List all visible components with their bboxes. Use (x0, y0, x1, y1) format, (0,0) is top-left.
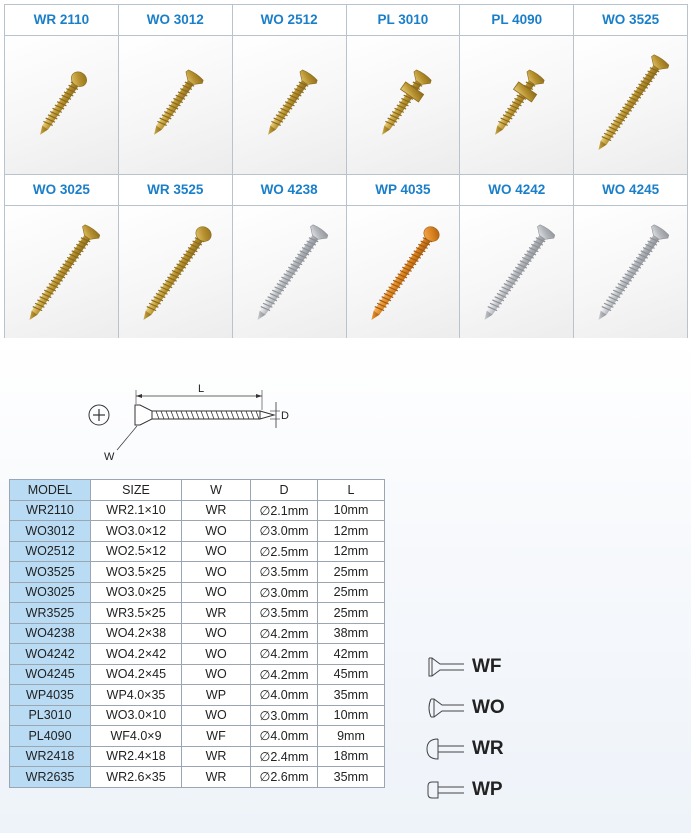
legend-label-wr: WR (472, 737, 504, 759)
cell-d: ∅3.0mm (251, 582, 318, 603)
screw-image (119, 36, 232, 174)
header-d: D (251, 480, 318, 501)
cell-size: WP4.0×35 (91, 685, 182, 706)
head-label: W (104, 451, 115, 463)
product-cell (347, 4, 461, 174)
cell-model: WO3025 (10, 582, 91, 603)
screw-image (119, 206, 232, 344)
table-row (10, 521, 385, 542)
cell-size: WO4.2×42 (91, 644, 182, 665)
cell-w: WO (182, 582, 251, 603)
screw-image (347, 36, 460, 174)
table-row (10, 685, 385, 706)
phillips-head-icon (89, 405, 109, 425)
product-grid (4, 4, 688, 344)
product-title: WO 3012 (119, 4, 232, 36)
cell-size: WF4.0×9 (91, 726, 182, 747)
cell-size: WO3.0×25 (91, 582, 182, 603)
cell-size: WO3.5×25 (91, 562, 182, 583)
header-model: MODEL (10, 480, 91, 501)
product-cell (574, 174, 688, 344)
product-cell (233, 4, 347, 174)
product-title: WO 4242 (460, 174, 573, 206)
screw-image (460, 36, 573, 174)
product-title: WO 3025 (5, 174, 118, 206)
table-row (10, 603, 385, 624)
product-cell (5, 4, 119, 174)
product-title: WO 2512 (233, 4, 346, 36)
product-title: WR 3525 (119, 174, 232, 206)
flat-head-icon (426, 654, 466, 680)
cell-l: 10mm (318, 500, 385, 521)
cell-size: WR2.4×18 (91, 746, 182, 767)
cell-l: 25mm (318, 562, 385, 583)
cell-l: 9mm (318, 726, 385, 747)
cell-model: WP4035 (10, 685, 91, 706)
table-row (10, 726, 385, 747)
cell-model: PL3010 (10, 705, 91, 726)
cell-l: 10mm (318, 705, 385, 726)
cell-d: ∅3.5mm (251, 562, 318, 583)
screw-image (233, 206, 346, 344)
header-w: W (182, 480, 251, 501)
table-header-row (10, 480, 385, 501)
cell-model: WO3525 (10, 562, 91, 583)
cell-w: WO (182, 644, 251, 665)
cell-d: ∅2.1mm (251, 500, 318, 521)
cell-d: ∅3.5mm (251, 603, 318, 624)
cell-model: WO4238 (10, 623, 91, 644)
round-head-icon (426, 736, 466, 762)
screw-image (5, 36, 118, 174)
product-title: WP 4035 (347, 174, 460, 206)
table-row (10, 644, 385, 665)
cell-model: WR2418 (10, 746, 91, 767)
cell-size: WR3.5×25 (91, 603, 182, 624)
screw-image (233, 36, 346, 174)
cell-l: 25mm (318, 603, 385, 624)
cell-size: WR2.1×10 (91, 500, 182, 521)
legend-label-wo: WO (472, 696, 505, 718)
cell-size: WO4.2×45 (91, 664, 182, 685)
table-row (10, 541, 385, 562)
cell-w: WR (182, 767, 251, 788)
cell-d: ∅4.2mm (251, 623, 318, 644)
cell-w: WR (182, 746, 251, 767)
cell-w: WO (182, 541, 251, 562)
screw-image (5, 206, 118, 344)
cell-size: WO4.2×38 (91, 623, 182, 644)
table-row (10, 767, 385, 788)
legend-item-wf (426, 646, 556, 687)
cell-model: WO4242 (10, 644, 91, 665)
cell-w: WF (182, 726, 251, 747)
cell-d: ∅4.0mm (251, 726, 318, 747)
product-title: WO 4245 (574, 174, 687, 206)
cell-size: WO3.0×12 (91, 521, 182, 542)
cell-d: ∅4.2mm (251, 644, 318, 665)
legend-label-wp: WP (472, 778, 503, 800)
cell-l: 18mm (318, 746, 385, 767)
screw-image (460, 206, 573, 344)
screw-image (347, 206, 460, 344)
cell-l: 38mm (318, 623, 385, 644)
cell-l: 25mm (318, 582, 385, 603)
diameter-label: D (281, 410, 289, 422)
table-row (10, 500, 385, 521)
cell-d: ∅2.4mm (251, 746, 318, 767)
table-row (10, 582, 385, 603)
screw-dimension-diagram (80, 372, 320, 467)
product-cell (460, 174, 574, 344)
product-cell (574, 4, 688, 174)
product-cell (347, 174, 461, 344)
cell-model: WR3525 (10, 603, 91, 624)
product-title: WO 4238 (233, 174, 346, 206)
pan-head-icon (426, 777, 466, 803)
legend-item-wr (426, 728, 556, 769)
cell-model: WO2512 (10, 541, 91, 562)
cell-d: ∅4.0mm (251, 685, 318, 706)
cell-model: WO3012 (10, 521, 91, 542)
cell-w: WO (182, 521, 251, 542)
header-size: SIZE (91, 480, 182, 501)
cell-w: WO (182, 562, 251, 583)
cell-w: WP (182, 685, 251, 706)
cell-w: WO (182, 623, 251, 644)
product-title: PL 3010 (347, 4, 460, 36)
product-cell (119, 4, 233, 174)
cell-l: 35mm (318, 767, 385, 788)
header-l: L (318, 480, 385, 501)
cell-d: ∅3.0mm (251, 521, 318, 542)
cell-l: 45mm (318, 664, 385, 685)
cell-w: WO (182, 664, 251, 685)
product-cell (5, 174, 119, 344)
legend-item-wo (426, 687, 556, 728)
cell-model: WR2110 (10, 500, 91, 521)
legend-label-wf: WF (472, 655, 502, 677)
screw-image (574, 206, 687, 344)
cell-model: WO4245 (10, 664, 91, 685)
cell-l: 42mm (318, 644, 385, 665)
product-title: WR 2110 (5, 4, 118, 36)
cell-w: WR (182, 603, 251, 624)
cell-d: ∅3.0mm (251, 705, 318, 726)
length-label: L (198, 383, 205, 395)
cell-d: ∅2.6mm (251, 767, 318, 788)
cell-l: 12mm (318, 521, 385, 542)
cell-size: WR2.6×35 (91, 767, 182, 788)
table-row (10, 664, 385, 685)
screw-image (574, 36, 687, 174)
screw-side-view (135, 405, 274, 425)
cell-model: WR2635 (10, 767, 91, 788)
cell-d: ∅4.2mm (251, 664, 318, 685)
table-row (10, 705, 385, 726)
table-row (10, 746, 385, 767)
cell-w: WO (182, 705, 251, 726)
head-type-legend (426, 646, 556, 810)
cell-d: ∅2.5mm (251, 541, 318, 562)
cell-l: 12mm (318, 541, 385, 562)
legend-item-wp (426, 769, 556, 810)
product-cell (233, 174, 347, 344)
table-row (10, 562, 385, 583)
cell-l: 35mm (318, 685, 385, 706)
cell-size: WO3.0×10 (91, 705, 182, 726)
product-title: PL 4090 (460, 4, 573, 36)
oval-head-icon (426, 695, 466, 721)
table-row (10, 623, 385, 644)
spec-table (9, 479, 385, 788)
product-cell (460, 4, 574, 174)
product-title: WO 3525 (574, 4, 687, 36)
cell-size: WO2.5×12 (91, 541, 182, 562)
product-cell (119, 174, 233, 344)
cell-w: WR (182, 500, 251, 521)
cell-model: PL4090 (10, 726, 91, 747)
